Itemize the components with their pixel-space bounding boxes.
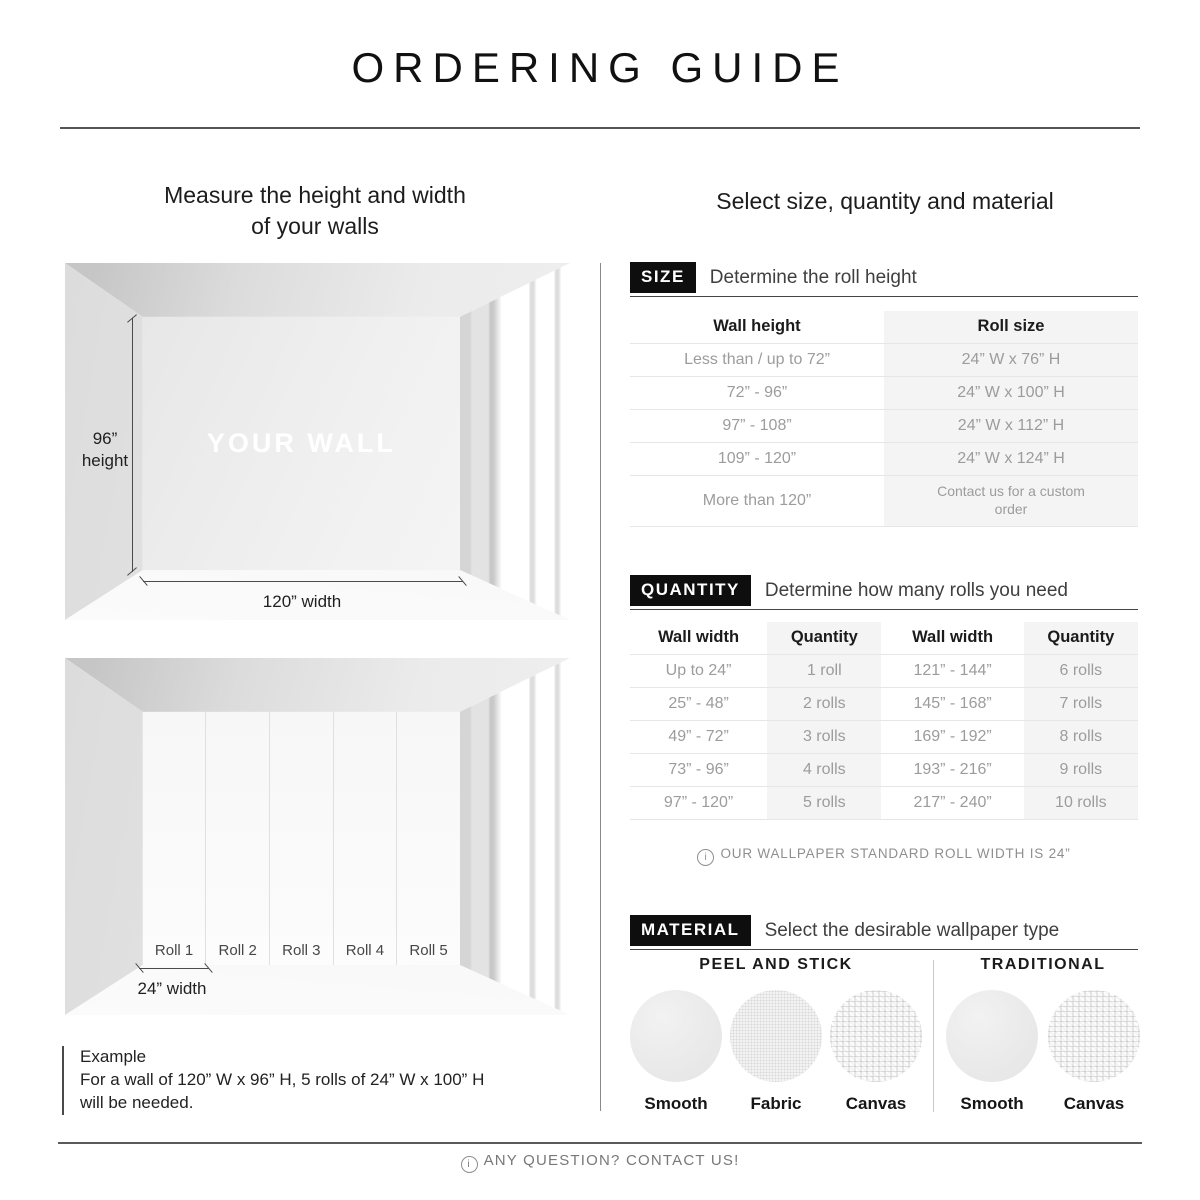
swatch-label: Canvas [1063, 1094, 1125, 1113]
info-icon: i [697, 849, 714, 866]
cell-quantity: 9 rolls [1024, 754, 1138, 787]
size-table [630, 311, 1138, 527]
quantity-table [630, 622, 1138, 820]
cell-roll-size: 24” W x 112” H [884, 410, 1138, 443]
cell-wall-width: 25” - 48” [630, 688, 767, 721]
swatch-label: Canvas [845, 1094, 907, 1113]
swatch-row [630, 990, 922, 1114]
cell-roll-size: 24” W x 76” H [884, 344, 1138, 377]
smooth-texture-swatch [630, 990, 722, 1082]
cell-roll-size: 24” W x 124” H [884, 443, 1138, 476]
left-heading-line1: Measure the height and width [164, 182, 466, 208]
roll-panel [397, 712, 460, 965]
swatch-label: Smooth [644, 1094, 708, 1113]
cell-quantity: 2 rolls [767, 688, 881, 721]
table-row [630, 344, 1138, 377]
cell-quantity: 3 rolls [767, 721, 881, 754]
material-section-title: Select the desirable wallpaper type [764, 919, 1060, 941]
roll-panel [334, 712, 398, 965]
material-group-divider [933, 960, 934, 1112]
cell-wall-width: 73” - 96” [630, 754, 767, 787]
width-dimension-label: 120” width [262, 592, 342, 611]
table-row [630, 476, 1138, 527]
cell-roll-size: 24” W x 100” H [884, 377, 1138, 410]
roll-label: Roll 5 [409, 942, 448, 960]
roll-panel [270, 712, 334, 965]
roll-width-dimension-line [139, 968, 209, 969]
cell-wall-width: 193” - 216” [881, 754, 1023, 787]
size-section-header [630, 262, 1138, 297]
material-badge: MATERIAL [630, 915, 751, 946]
footer-note-text: ANY QUESTION? CONTACT US! [483, 1152, 740, 1169]
material-section-header [630, 915, 1138, 950]
cell-quantity: 10 rolls [1024, 787, 1138, 820]
room-illustration-rolls [65, 658, 570, 1015]
table-row [630, 377, 1138, 410]
table-header-row [630, 311, 1138, 344]
roll-label: Roll 3 [282, 942, 321, 960]
table-row [630, 443, 1138, 476]
col-header-wall-width: Wall width [658, 628, 740, 646]
size-badge: SIZE [630, 262, 696, 293]
table-row [630, 410, 1138, 443]
cell-wall-height: More than 120” [630, 476, 884, 527]
roll-panel [143, 712, 207, 965]
roll-panel [206, 712, 270, 965]
roll-width-dimension-label: 24” width [137, 979, 207, 998]
canvas-texture-swatch [830, 990, 922, 1082]
cell-wall-height: 72” - 96” [630, 377, 884, 410]
col-header-quantity: Quantity [1024, 622, 1138, 655]
col-header-quantity: Quantity [767, 622, 881, 655]
column-divider-line [600, 263, 601, 1111]
table-row [630, 787, 1138, 820]
width-dimension-line [143, 581, 463, 582]
cell-wall-height: Less than / up to 72” [630, 344, 884, 377]
roll-label: Roll 4 [345, 942, 385, 960]
cell-quantity: 5 rolls [767, 787, 881, 820]
cell-wall-width: 145” - 168” [881, 688, 1023, 721]
swatch-label: Smooth [960, 1094, 1024, 1113]
footer-divider-line [58, 1142, 1142, 1144]
roll-label: Roll 2 [218, 942, 257, 960]
cell-quantity: 4 rolls [767, 754, 881, 787]
left-heading-line2: of your walls [251, 213, 379, 240]
swatch-canvas [830, 990, 922, 1114]
material-group-traditional [946, 956, 1140, 1114]
table-row [630, 655, 1138, 688]
left-column-heading [60, 180, 570, 242]
material-group-title: TRADITIONAL [980, 956, 1106, 973]
roll-label: Roll 1 [154, 942, 194, 960]
quantity-badge: QUANTITY [630, 575, 751, 606]
fabric-texture-swatch [730, 990, 822, 1082]
footer-contact-note [0, 1152, 1200, 1173]
example-line2: will be needed. [80, 1092, 194, 1112]
cell-quantity: 8 rolls [1024, 721, 1138, 754]
room-back-wall-rolls [143, 712, 460, 965]
material-group-title: PEEL AND STICK [699, 956, 853, 973]
top-divider-line [60, 127, 1140, 129]
table-header-row [630, 622, 1138, 655]
table-row [630, 688, 1138, 721]
quantity-section-title: Determine how many rolls you need [764, 579, 1068, 601]
canvas-texture-swatch [1048, 990, 1140, 1082]
roll-note-text: OUR WALLPAPER STANDARD ROLL WIDTH IS 24” [720, 846, 1071, 861]
cell-wall-height: 109” - 120” [630, 443, 884, 476]
roll-width-note [630, 846, 1138, 866]
table-row [630, 721, 1138, 754]
smooth-texture-swatch [946, 990, 1038, 1082]
cell-quantity: 7 rolls [1024, 688, 1138, 721]
height-dimension-label: 96” height [81, 429, 129, 471]
cell-wall-width: 169” - 192” [881, 721, 1023, 754]
cell-wall-width: 121” - 144” [881, 655, 1023, 688]
page-title: ORDERING GUIDE [351, 44, 849, 91]
cell-wall-width: Up to 24” [630, 655, 767, 688]
example-title: Example [80, 1047, 147, 1066]
col-header-wall-height: Wall height [713, 317, 801, 335]
swatch-label: Fabric [750, 1094, 802, 1113]
example-block [62, 1046, 484, 1115]
cell-wall-width: 49” - 72” [630, 721, 767, 754]
material-group-peel-and-stick [630, 956, 922, 1114]
cell-quantity: 1 roll [767, 655, 881, 688]
col-header-roll-size: Roll size [884, 311, 1138, 344]
cell-wall-width: 97” - 120” [630, 787, 767, 820]
cell-wall-width: 217” - 240” [881, 787, 1023, 820]
cell-roll-size: Contact us for a custom order [884, 476, 1138, 527]
example-line1: For a wall of 120” W x 96” H, 5 rolls of 24” W x 100” H [80, 1069, 485, 1089]
room-back-wall [143, 317, 460, 570]
swatch-row [946, 990, 1140, 1114]
swatch-canvas [1048, 990, 1140, 1114]
quantity-section-header [630, 575, 1138, 610]
col-header-wall-width: Wall width [912, 628, 994, 646]
cell-quantity: 6 rolls [1024, 655, 1138, 688]
swatch-fabric [730, 990, 822, 1114]
cell-wall-height: 97” - 108” [630, 410, 884, 443]
size-section-title: Determine the roll height [709, 266, 917, 288]
swatch-smooth [946, 990, 1038, 1114]
swatch-smooth [630, 990, 722, 1114]
your-wall-label: YOUR WALL [206, 427, 396, 458]
table-row [630, 754, 1138, 787]
info-icon: i [461, 1156, 478, 1173]
right-column-heading: Select size, quantity and material [716, 188, 1054, 214]
room-illustration-your-wall [65, 263, 570, 620]
